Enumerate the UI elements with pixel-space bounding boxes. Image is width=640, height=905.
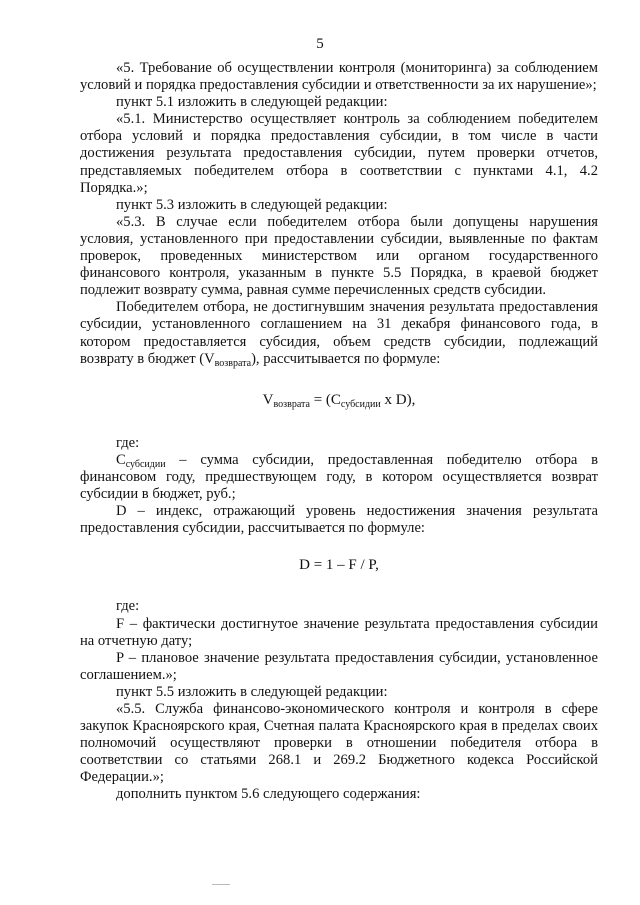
- paragraph-section-5-title: «5. Требование об осуществлении контроля (мониторинга) за соблюдением условий и порядка предоставления субсидии и ответственности за их нарушение»;: [80, 60, 598, 94]
- paragraph-amend-5-5: пункт 5.5 изложить в следующей редакции:: [116, 683, 388, 700]
- paragraph-add-5-6: дополнить пунктом 5.6 следующего содержания:: [116, 786, 421, 803]
- definition-f: F – фактически достигнутое значение результата предоставления субсидии на отчетную дату;: [80, 615, 598, 649]
- paragraph-item-5-5: «5.5. Служба финансово-экономического контроля и контроля в сфере закупок Красноярского края, Счетная палата Красноярского края в пределах своих полномочий осуществляют проверки в отношении победителя отбора в соответствии со статьями 268.1 и 269.2 Бюджетного кодекса Российской Федерации.»;: [80, 701, 598, 786]
- paragraph-amend-5-3: пункт 5.3 изложить в следующей редакции:: [116, 196, 388, 213]
- definition-c-subsidy: $C_{субсидии}$ – сумма субсидии, предоставленная победителю отбора в финансовом году, предшествующем году, в котором осуществляется возврат субсидии в бюджет, руб.;: [80, 451, 598, 503]
- scan-mark: [212, 884, 230, 885]
- definition-p: P – плановое значение результата предоставления субсидии, установленное соглашением.»;: [80, 649, 598, 683]
- document-body: [80, 60, 598, 804]
- paragraph-item-5-3: «5.3. В случае если победителем отбора были допущены нарушения условия, установленного при предоставлении субсидии, выявленные по фактам проверок, проведенных министерством или органом государственного финансового контроля, указанным в пункте 5.5 Порядка, в краевой бюджет подлежит возврату сумма, равная сумме перечисленных средств субсидии.: [80, 213, 598, 299]
- where-label-2: где:: [116, 598, 140, 615]
- paragraph-amend-5-1: пункт 5.1 изложить в следующей редакции:: [116, 94, 388, 111]
- formula-index-d: D = 1 – F / P,: [299, 557, 379, 574]
- paragraph-return-volume: Победителем отбора, не достигнувшим значения результата предоставления субсидии, установленного соглашением на 31 декабря финансового года, в котором предоставляется субсидия, объем средств субсидии, подлежащий возврату в бюджет $(V_{возврата})$, рассчитывается по формуле:: [80, 299, 598, 369]
- page-number: 5: [316, 36, 324, 52]
- where-label-1: где:: [116, 434, 140, 451]
- definition-d-index: D – индекс, отражающий уровень недостижения значения результата предоставления субсидии, рассчитывается по формуле:: [80, 503, 598, 537]
- paragraph-item-5-1: «5.1. Министерство осуществляет контроль за соблюдением победителем отбора условий и порядка предоставления субсидии, в том числе в части достижения результата предоставления субсидии, путем проверки отчетов, представляемых победителем отбора в соответствии с пунктами 4.1, 4.2 Порядка.»;: [80, 111, 598, 196]
- formula-return-volume: $V_{возврата} = (C_{субсидии}$ x D),: [262, 391, 416, 410]
